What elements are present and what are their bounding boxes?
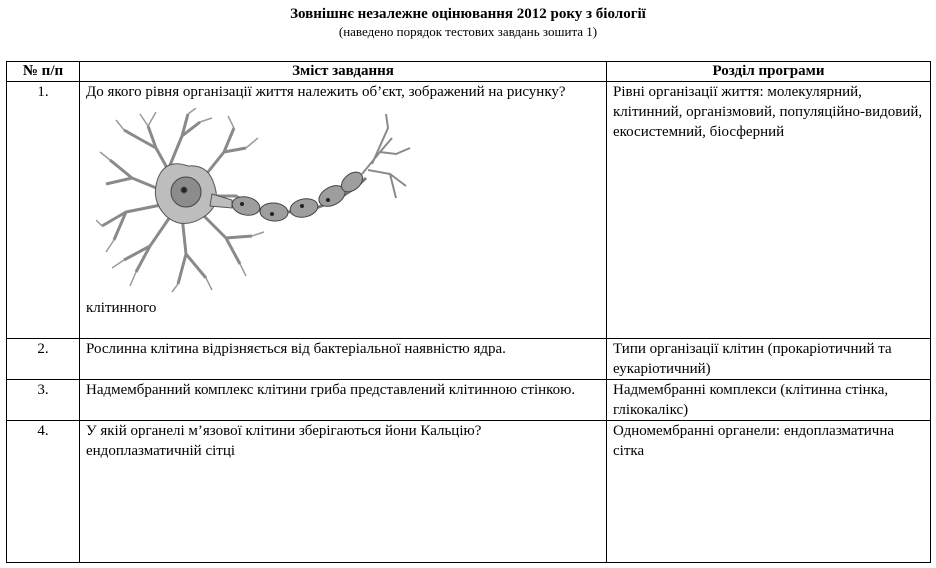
table-header-row	[7, 62, 931, 82]
table-row	[7, 380, 931, 421]
task-text: У якій органелі м’язової клітини зберігаються йони Кальцію?	[86, 423, 482, 439]
tasks-table	[6, 61, 931, 563]
section-cell	[607, 82, 931, 339]
section-cell	[607, 421, 931, 563]
document-subtitle: (наведено порядок тестових завдань зошита 1)	[338, 24, 598, 39]
neuron-icon	[96, 108, 416, 294]
column-header-task: Зміст завдання	[80, 62, 607, 82]
task-answer: ендоплазматичній сітці	[86, 443, 236, 459]
section-text: Надмембранні комплекси (клітинна стінка, глікокалікс)	[613, 382, 889, 418]
document-title: Зовнішнє незалежне оцінювання 2012 року з біології	[290, 6, 646, 22]
task-cell	[80, 82, 607, 339]
section-cell	[607, 380, 931, 421]
task-answer: клітинного	[86, 300, 157, 316]
neuron-illustration	[86, 102, 600, 298]
table-row	[7, 339, 931, 380]
column-header-number: № п/п	[7, 62, 80, 82]
task-text: До якого рівня організації життя належить об’єкт, зображений на рисунку?	[86, 84, 566, 100]
column-header-section: Розділ програми	[607, 62, 931, 82]
table-row	[7, 421, 931, 563]
row-number: 2.	[7, 339, 80, 380]
task-text: Рослинна клітина відрізняється від бактеріальної наявністю ядра.	[86, 341, 506, 357]
task-cell	[80, 380, 607, 421]
row-number: 1.	[7, 82, 80, 339]
task-text: Надмембранний комплекс клітини гриба представлений клітинною стінкою.	[86, 382, 576, 398]
section-text: Одномембранні органели: ендоплазматична сітка	[613, 423, 895, 459]
section-text: Рівні організації життя: молекулярний, клітинний, організмовий, популяційно-видовий, екосистемний, біосферний	[613, 84, 923, 140]
row-number: 4.	[7, 421, 80, 563]
section-cell	[607, 339, 931, 380]
row-number: 3.	[7, 380, 80, 421]
table-row	[7, 82, 931, 339]
task-cell	[80, 339, 607, 380]
section-text: Типи організації клітин (прокаріотичний та еукаріотичний)	[613, 341, 892, 377]
task-cell	[80, 421, 607, 563]
